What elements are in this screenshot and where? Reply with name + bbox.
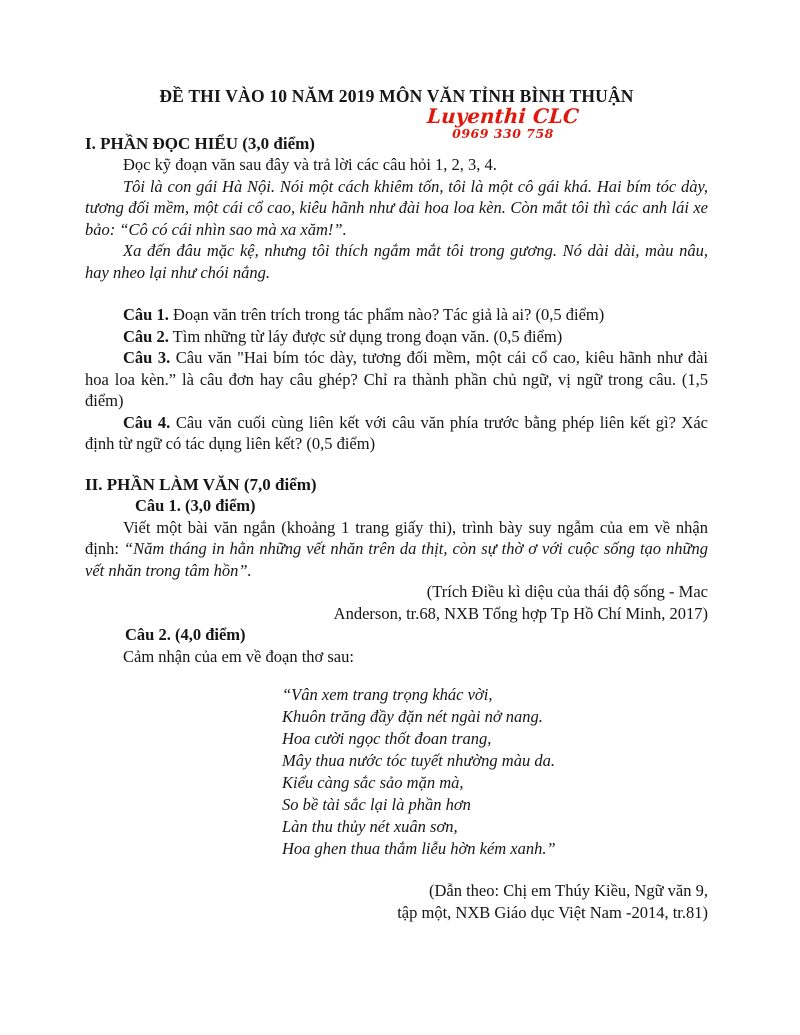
essay-question-2-label: Câu 2. (4,0 điểm): [125, 625, 246, 644]
page-title: ĐỀ THI VÀO 10 NĂM 2019 MÔN VĂN TỈNH BÌNH THUẬN: [159, 86, 634, 106]
question-4: [85, 412, 708, 455]
watermark-logo: [418, 106, 588, 141]
question-3: [85, 347, 708, 412]
section-2-heading: II. PHẦN LÀM VĂN (7,0 điểm): [85, 474, 317, 494]
essay-question-1-quote: “Năm tháng in hằn những vết nhăn trên da thịt, còn sự thờ ơ với cuộc sống tạo những vết nhăn trong tâm hồn”.: [85, 539, 708, 580]
question-1: [85, 304, 708, 326]
reading-passage-paragraph-1: Tôi là con gái Hà Nội. Nói một cách khiêm tốn, tôi là một cô gái khá. Hai bím tóc dày, tương đối mềm, một cái cổ cao, kiêu hãnh như đài hoa loa kèn. Còn mắt tôi thì các anh lái xe bảo: “Cô có cái nhìn sao mà xa xăm!”.: [85, 176, 708, 239]
question-4-label: Câu 4.: [123, 412, 171, 432]
logo-brand-text: Luyenthi CLC: [426, 104, 580, 128]
poem-excerpt: [282, 684, 708, 860]
question-2-text: Tìm những từ láy được sử dụng trong đoạn văn. (0,5 điểm): [168, 326, 563, 346]
essay-question-1-citation-line-2: Anderson, tr.68, NXB Tổng hợp Tp Hồ Chí Minh, 2017): [333, 603, 708, 623]
section-1-instruction: Đọc kỹ đoạn văn sau đây và trả lời các câu hỏi 1, 2, 3, 4.: [123, 155, 497, 174]
poem-line-3: Hoa cười ngọc thốt đoan trang,: [282, 729, 492, 748]
question-2: [85, 326, 708, 348]
question-2-label: Câu 2.: [123, 326, 169, 346]
essay-question-2-citation-line-1: (Dẫn theo: Chị em Thúy Kiều, Ngữ văn 9,: [428, 881, 708, 900]
logo-phone-number: 0969 330 758: [452, 126, 554, 141]
question-1-label: Câu 1.: [123, 305, 169, 324]
essay-question-1-citation-line-1: (Trích Điều kì diệu của thái độ sống - Mac: [426, 582, 708, 601]
poem-line-2: Khuôn trăng đầy đặn nét ngài nở nang.: [282, 707, 543, 726]
reading-passage-paragraph-2: Xa đến đâu mặc kệ, nhưng tôi thích ngắm mắt tôi trong gương. Nó dài dài, màu nâu, hay nheo lại như chói nắng.: [85, 241, 708, 282]
poem-line-4: Mây thua nước tóc tuyết nhường màu da.: [282, 751, 555, 770]
section-1-questions: [85, 304, 708, 455]
essay-question-1-prompt: [85, 517, 708, 582]
poem-line-5: Kiểu càng sắc sảo mặn mà,: [282, 773, 464, 792]
essay-question-1-intro: Viết một bài văn ngắn (khoảng 1 trang giấy thi), trình bày suy ngẫm của em về nhận định:: [85, 517, 708, 558]
poem-line-1: “Vân xem trang trọng khác vời,: [282, 685, 493, 704]
question-4-text: Câu văn cuối cùng liên kết với câu văn phía trước bằng phép liên kết gì? Xác định từ ngữ có tác dụng liên kết? (0,5 điểm): [85, 412, 709, 453]
section-1-heading: I. PHẦN ĐỌC HIỂU (3,0 điểm): [85, 133, 315, 153]
question-1-text: Đoạn văn trên trích trong tác phẩm nào? Tác giả là ai? (0,5 điểm): [168, 305, 605, 324]
poem-line-7: Làn thu thủy nét xuân sơn,: [282, 817, 458, 836]
essay-question-2-citation-line-2: tập một, NXB Giáo dục Việt Nam -2014, tr.81): [397, 902, 708, 922]
poem-line-6: So bề tài sắc lại là phần hơn: [282, 795, 471, 814]
essay-question-2-intro: Cảm nhận của em về đoạn thơ sau:: [123, 646, 354, 666]
question-3-label: Câu 3.: [123, 348, 171, 367]
poem-line-8: Hoa ghen thua thắm liễu hờn kém xanh.”: [282, 839, 556, 858]
essay-question-1-label: Câu 1. (3,0 điểm): [135, 496, 256, 515]
question-3-text: Câu văn "Hai bím tóc dày, tương đối mềm, một cái cổ cao, kiêu hãnh như đài hoa loa kèn.” là câu đơn hay câu ghép? Chỉ ra thành phần chủ ngữ, vị ngữ trong câu. (1,5 điểm): [85, 348, 709, 410]
